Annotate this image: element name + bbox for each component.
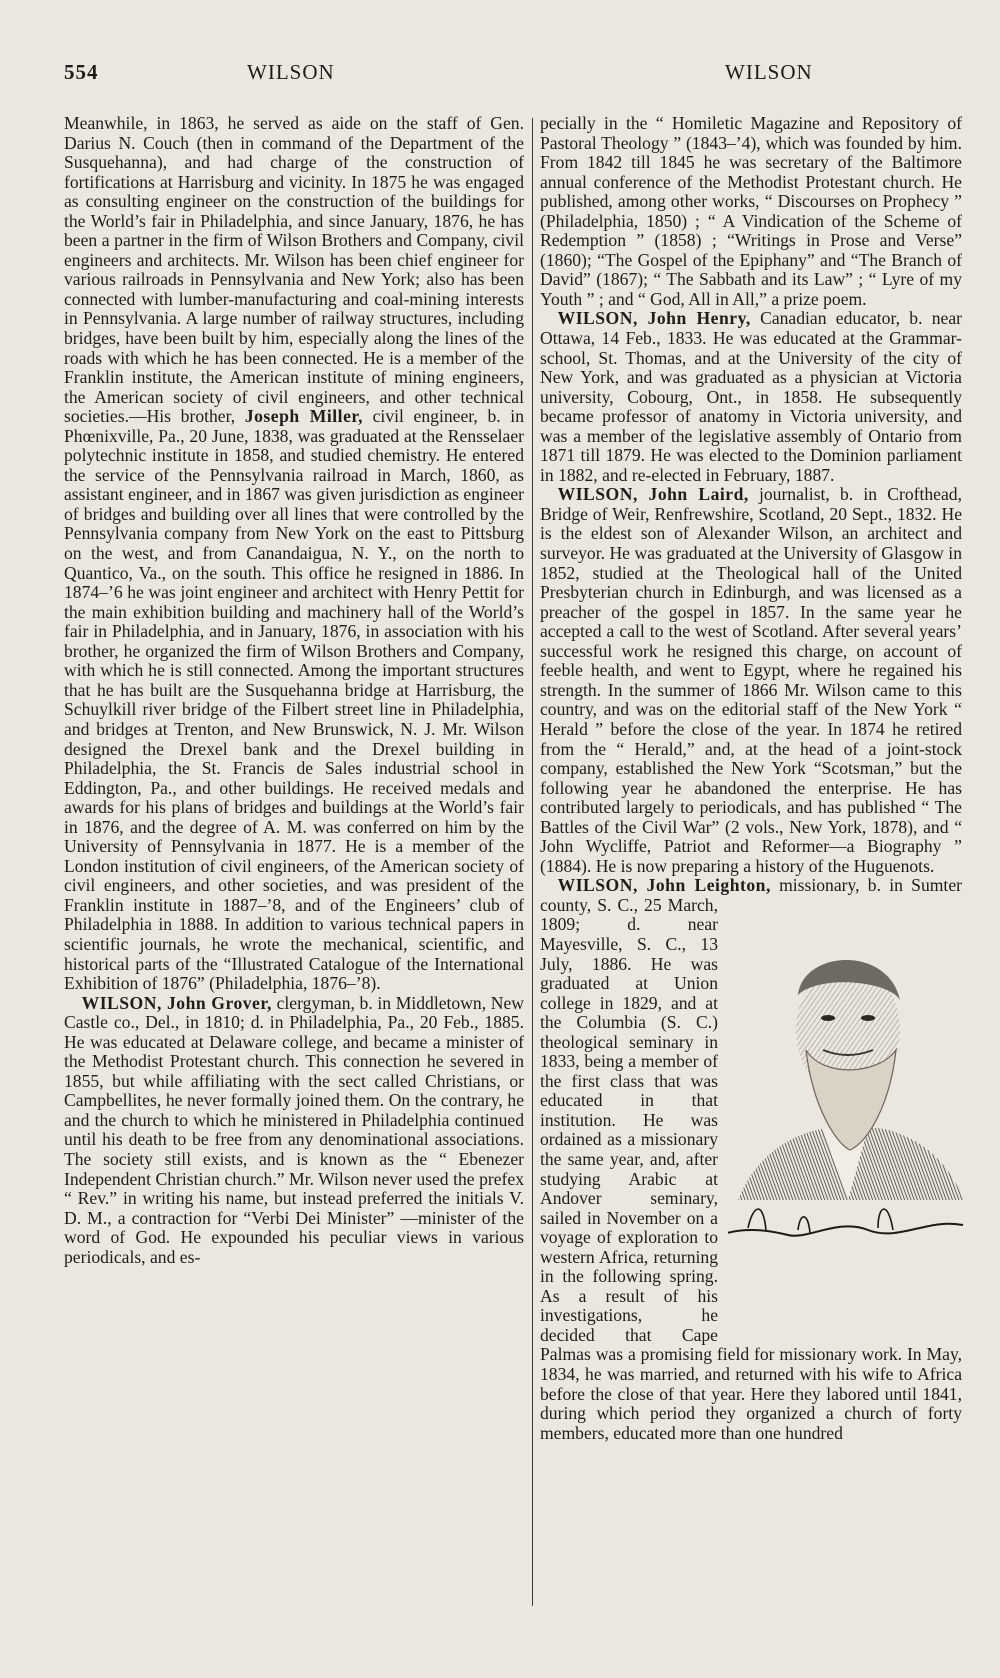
entry-paragraph xyxy=(64,114,524,994)
paragraph-text: Canadian educator, b. near Ottawa, 14 Feb., 1833. He was educated at the Grammar-school, St. Thomas, and at the University of the city of New York, and was graduated as a physician at Victoria university, Cobourg, Ont., in 1858. He subsequently became professor of anatomy in Victoria university, and was a member of the legislative assembly of Ontario from 1871 till 1879. He was elected to the Dominion parliament in 1882, and re-elected in February, 1887. xyxy=(540,308,962,485)
paragraph-text: missionary, b. in Sumter county, S. C., 25 March, 1809; d. near Mayesville, S. C., 13 July, 1886. He was graduated at Union college in 1829, and at the Columbia (S. C.) theological seminary in 1833, being a member of the first class that was educated in that institution. He was ordained as a missionary the same year, and, after studying Arabic at Andover seminary, sailed in November on a voyage of exploration to western Africa, returning in the following spring. As a result of his investigations, he decided that Cape Palmas was a promising field for missionary work. In May, 1834, he was married, and returned with his wife to Africa before the close of that year. Here they labored until 1841, during which period they organized a church of forty members, educated more than one hundred xyxy=(540,875,962,1443)
entry-name: Joseph Miller, xyxy=(244,406,363,427)
entry-paragraph xyxy=(540,309,962,485)
right-column xyxy=(540,114,962,1443)
running-header xyxy=(0,60,1000,100)
left-column xyxy=(64,114,524,1267)
right-eye xyxy=(861,1015,875,1021)
column-rule xyxy=(532,118,533,1606)
entry-paragraph xyxy=(540,485,962,876)
portrait-engraving xyxy=(728,900,968,1342)
paragraph-text: Meanwhile, in 1863, he served as aide on the staff of Gen. Darius N. Couch (then in command of the Department of the Susquehanna), and had charge of the construction of fortifications at Harrisburg and vicinity. In 1875 he was engaged as consulting engineer on the construction of the buildings for the World’s fair in Philadelphia, and since January, 1876, he has been a partner in the firm of Wilson Brothers and Company, civil engineers and architects. Mr. Wilson has been chief engineer for various railroads in Pennsylvania and New York; also has been connected with lumber-manufacturing and coal-mining interests in Pennsylvania. A large number of railway structures, including bridges, have been built by him, especially along the lines of the roads with which he has been connected. He is a member of the Franklin institute, the American institute of mining engineers, the American society of civil engineers, and other technical societies.—His brother, xyxy=(64,113,524,427)
paragraph-text xyxy=(540,875,962,1442)
left-eye xyxy=(821,1015,835,1021)
running-head-right: WILSON xyxy=(725,60,813,84)
entry-paragraph xyxy=(540,114,962,309)
portrait-image xyxy=(728,900,968,1342)
running-head-left: WILSON xyxy=(247,60,335,84)
page-number: 554 xyxy=(64,60,99,84)
paragraph-text: journalist, b. in Crofthead, Bridge of Weir, Renfrewshire, Scotland, 20 Sept., 1832. He is the eldest son of Alexander Wilson, an architect and surveyor. He was graduated at the University of Glasgow in 1852, studied at the Theological hall of the United Presbyterian church in Edinburgh, and was licensed as a preacher of the gospel in 1857. In the same year he accepted a call to the west of Scotland. After several years’ successful work he resigned this charge, on account of feeble health, and went to Egypt, where he regained his strength. In the summer of 1866 Mr. Wilson came to this country, and was on the editorial staff of the New York “ Herald ” before the close of the year. In 1874 he retired from the “ Herald,” and, at the head of a joint-stock company, established the New York “Scotsman,” but the following year he abandoned the enterprise. He has contributed largely to periodicals, and has published “ The Battles of the Civil War” (2 vols., New York, 1878), and “ John Wycliffe, Patriot and Reformer—a Biography ” (1884). He is now preparing a history of the Huguenots. xyxy=(540,484,962,876)
entry-name: WILSON, John Grover, xyxy=(81,992,272,1013)
entry-paragraph xyxy=(64,994,524,1268)
paragraph-text: civil engineer, b. in Phœnixville, Pa., 20 June, 1838, was graduated at the Rensselaer polytechnic institute in 1858, and studied chemistry. He entered the service of the Pennsylvania railroad in March, 1860, as assistant engineer, and in 1867 was given jurisdiction as engineer of bridges and building over all lines that were controlled by the Pennsylvania company from New York on the east to Pittsburg on the west, and from Canandaigua, N. Y., on the north to Quantico, Va., on the south. This office he resigned in 1886. In 1874–’6 he was joint engineer and architect with Henry Pettit for the main exhibition building and machinery hall of the World’s fair in Philadelphia, and in January, 1876, in association with his brother, he organized the firm of Wilson Brothers and Company, with which he is still connected. Among the important structures that he has built are the Susquehanna bridge at Harrisburg, the Schuylkill river bridge of the Filbert street line in Philadelphia, and bridges at Trenton, and New Brunswick, N. J. Mr. Wilson designed the Drexel bank and the Drexel building in Philadelphia, the St. Francis de Sales industrial school in Eddington, Pa., and other buildings. He received medals and awards for his plans of bridges and buildings at the World’s fair in 1876, and the degree of A. M. was conferred on him by the University of Pennsylvania in 1877. He is a member of the London institution of civil engineers, of the American society of civil engineers, and other societies, and was president of the Franklin institute in 1887–’8, and of the Engineers’ club of Philadelphia in 1888. In addition to various technical papers in scientific journals, he wrote the mechanical, scientific, and historical parts of the “Illustrated Catalogue of the International Exhibition of 1876” (Philadelphia, 1876–’8). xyxy=(64,406,524,994)
entry-name: WILSON, John Henry, xyxy=(557,308,751,329)
entry-paragraph xyxy=(540,876,962,1443)
paragraph-text: clergyman, b. in Middletown, New Castle co., Del., in 1810; d. in Philadelphia, Pa., 20 Feb., 1885. He was educated at Delaware college, and became a minister of the Methodist Protestant church. This connection he severed in 1855, but while affiliating with the sect called Christians, or Campbellites, he never formally joined them. On the contrary, he and the church to which he ministered in Philadelphia continued until his death to be free from any denominational associations. The society still exists, and is known as the “ Ebenezer Independent Christian church.” Mr. Wilson never used the prefex “ Rev.” in writing his name, but instead preferred the initials V. D. M., a contraction for “Verbi Dei Minister” —minister of the word of God. He expounded his peculiar views in various periodicals, and es- xyxy=(64,992,524,1267)
entry-name: WILSON, John Laird, xyxy=(557,484,749,505)
entry-name: WILSON, John Leighton, xyxy=(557,875,771,896)
paragraph-text: pecially in the “ Homiletic Magazine and Repository of Pastoral Theology ” (1843–’4), which was founded by him. From 1842 till 1845 he was secretary of the Baltimore annual conference of the Methodist Protestant church. He published, among other works, “ Discourses on Prophecy ” (Philadelphia, 1850) ; “ A Vindication of the Scheme of Redemption ” (1858) ; “Writings in Prose and Verse” (1860); “The Gospel of the Epiphany” and “The Branch of David” (1867); “ The Sabbath and its Law” ; “ Lyre of my Youth ” ; and “ God, All in All,” a prize poem. xyxy=(540,113,962,309)
signature-image xyxy=(728,1209,963,1240)
